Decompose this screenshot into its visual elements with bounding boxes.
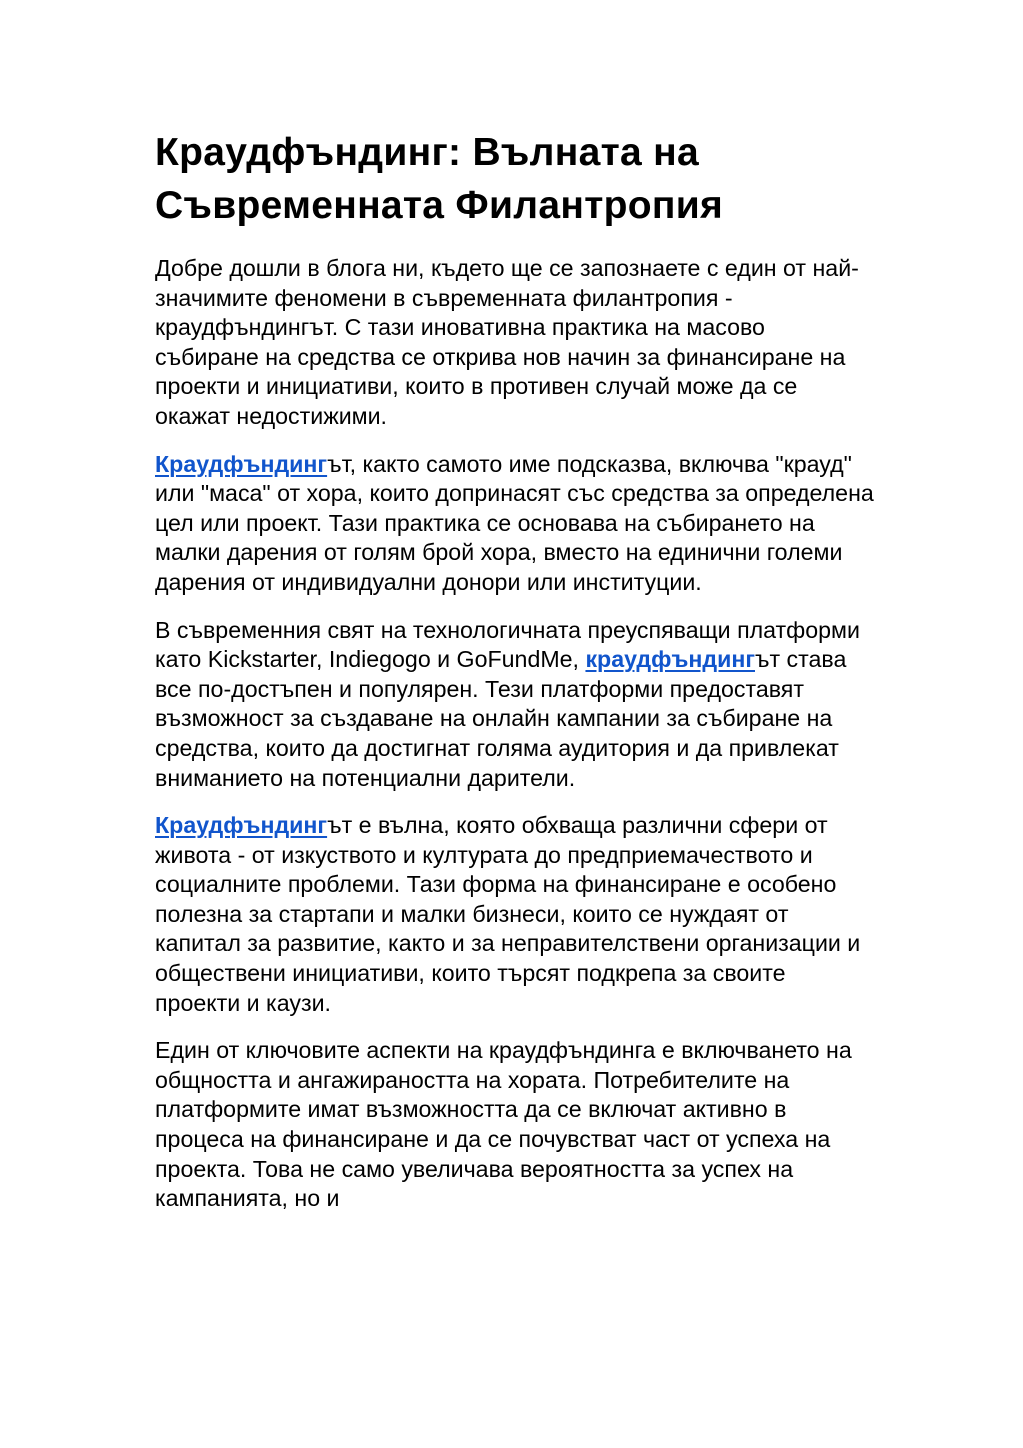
paragraph-text: ът е вълна, която обхваща различни сфери от живота - от изкуството и културата до предприемачеството и социалните проблеми. Тази форма на финансиране е особено полезна за стартапи и малки бизнеси, които се нуждаят от капитал за развитие, както и за неправителствени организации и обществени инициативи, които търсят подкрепа за своите проекти и каузи. bbox=[155, 812, 861, 1016]
paragraph-text: Добре дошли в блога ни, където ще се запознаете с един от най-значимите феномени в съвременната филантропия - краудфъндингът. С тази иновативна практика на масово събиране на средства се открива нов начин за финансиране на проекти и инициативи, които в противен случай може да се окажат недостижими. bbox=[155, 255, 859, 429]
paragraph-text: Един от ключовите аспекти на краудфъндинга е включването на общността и ангажираността на хората. Потребителите на платформите имат възможността да се включат активно в процеса на финансиране и да се почувстват част от успеха на проекта. Това не само увеличава вероятността за успех на кампанията, но и bbox=[155, 1037, 852, 1212]
paragraph-text-before: В съвременния свят на технологичната преуспяващи платформи като Kickstarter, Indiegogo и GoFundMe, bbox=[155, 616, 860, 673]
crowdfunding-link[interactable]: Краудфъндинг bbox=[155, 812, 328, 839]
paragraph-text: ът, както самото име подсказва, включва "крауд" или "маса" от хора, които допринасят със средства за определена цел или проект. Тази практика се основава на събирането на малки дарения от голям брой хора, вместо на единични големи дарения от индивидуални донори или институции. bbox=[155, 450, 874, 595]
paragraph-platforms bbox=[155, 616, 875, 794]
document-page bbox=[155, 126, 875, 1232]
paragraph-definition bbox=[155, 450, 875, 598]
paragraph-community bbox=[155, 1036, 875, 1214]
paragraph-intro bbox=[155, 254, 875, 432]
paragraph-text: ът става все по-достъпен и популярен. Тези платформи предоставят възможност за създаване на онлайн кампании за събиране на средства, които да достигнат голяма аудитория и да привлекат вниманието на потенциални дарители. bbox=[155, 646, 847, 791]
document-title: Краудфъндинг: Вълната на Съвременната Филантропия bbox=[155, 131, 724, 227]
crowdfunding-link[interactable]: Краудфъндинг bbox=[155, 450, 328, 477]
paragraph-spheres bbox=[155, 811, 875, 1018]
crowdfunding-link[interactable]: краудфъндинг bbox=[585, 646, 755, 673]
